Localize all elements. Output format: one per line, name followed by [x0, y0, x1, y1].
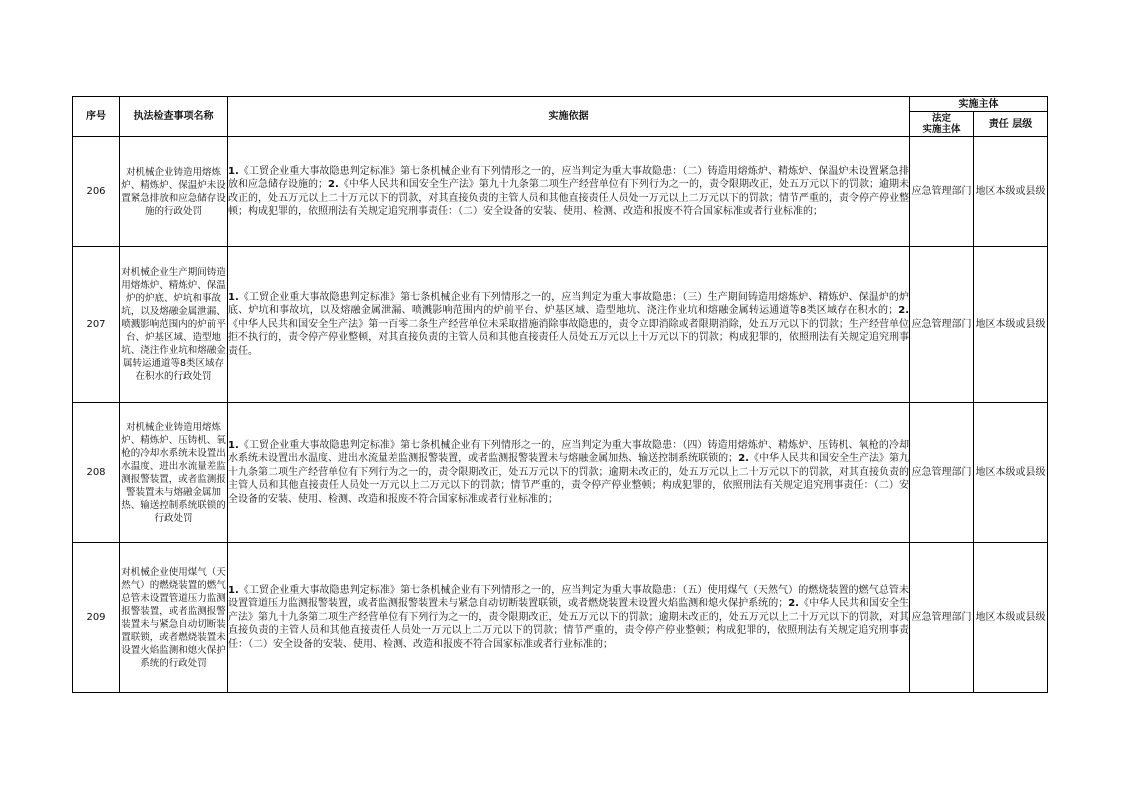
basis-text: 《中华人民共和国安全生产法》第九十九条第二项生产经营单位有下列行为之一的，责令限期改正，处五万元以下的罚款；逾期未改正的，处五万元以上二十万元以下的罚款，对其直接负责的主管人员和其他直接责任人员处一万元以上二万元以下的罚款；情节严重的，责令停产停业整顿；构成犯罪的，依照刑法有关规定追究刑事责任：（二）安全设备的安装、使用、检测、改造和报废不符合国家标准或者行业标准的；	[228, 179, 910, 217]
table-row	[73, 543, 1048, 693]
row-responsibility-level: 地区本级或县级	[974, 403, 1048, 543]
basis-index: 2.	[328, 179, 339, 190]
basis-text: 《中华人民共和国安全生产法》第一百零二条生产经营单位未采取措施消除事故隐患的，责令立即消除或者限期消除，处五万元以下的罚款；生产经营单位拒不执行的，责令停产停业整顿，对其直接负责的主管人员和其他直接责任人员处五万元以上十万元以下的罚款；构成犯罪的，依照刑法有关规定追究刑事责任。	[228, 318, 909, 357]
row-legal-subject: 应急管理部门	[910, 247, 974, 403]
header-legal-subject: 法定 实施主体	[910, 112, 974, 137]
basis-text: 《工贸企业重大事故隐患判定标准》第七条机械企业有下列情形之一的，应当判定为重大事故隐患：（四）铸造用熔炼炉、精炼炉、压铸机、氧枪的冷却水系统未设置出水温度、进出水流量差监测报警装置，或者监测报警装置未与熔融金属加热、输送控制系统联锁的；	[228, 439, 909, 465]
basis-text: 《工贸企业重大事故隐患判定标准》第七条机械企业有下列情形之一的，应当判定为重大事故隐患：（二）铸造用熔炼炉、精炼炉、保温炉未设置紧急排放和应急储存设施的；	[228, 165, 909, 190]
row-basis	[228, 403, 910, 543]
row-basis	[228, 543, 910, 693]
basis-text: 《工贸企业重大事故隐患判定标准》第七条机械企业有下列情形之一的，应当判定为重大事故隐患：（五）使用煤气（天然气）的燃烧装置的燃气总管未设置管道压力监测报警装置，或者监测报警装置未与紧急自动切断装置联锁，或者燃烧装置未设置火焰监测和熄火保护系统的；	[228, 584, 909, 610]
row-seq: 209	[73, 543, 120, 693]
row-seq: 206	[73, 137, 120, 247]
row-responsibility-level: 地区本级或县级	[974, 137, 1048, 247]
header-seq: 序号	[73, 97, 120, 137]
basis-index: 1.	[228, 439, 239, 451]
basis-text: 《中华人民共和国安全生产法》第九十九条第二项生产经营单位有下列行为之一的，责令限期改正，处五万元以下的罚款；逾期未改正的，处五万元以上二十万元以下的罚款，对其直接负责的主管人员和其他直接责任人员处一万元以上二万元以下的罚款；情节严重的，责令停产停业整顿；构成犯罪的，依照刑法有关规定追究刑事责任：（二）安全设备的安装、使用、检测、改造和报废不符合国家标准或者行业标准的；	[228, 598, 910, 650]
row-responsibility-level: 地区本级或县级	[974, 543, 1048, 693]
row-seq: 208	[73, 403, 120, 543]
basis-index: 2.	[738, 453, 749, 465]
header-subject: 实施主体	[910, 97, 1048, 112]
row-legal-subject: 应急管理部门	[910, 137, 974, 247]
row-seq: 207	[73, 247, 120, 403]
row-basis	[228, 247, 910, 403]
header-responsibility-level: 责任 层级	[974, 112, 1048, 137]
table-row	[73, 247, 1048, 403]
row-item-name: 对机械企业生产期间铸造用熔炼炉、精炼炉、保温炉的炉底、炉坑和事故坑，以及熔融金属泄漏、喷溅影响范围内的炉前平台、炉基区域、造型地坑、浇注作业坑和熔融金属转运通道等8类区域存在积水的行政处罚	[120, 247, 228, 403]
row-legal-subject: 应急管理部门	[910, 403, 974, 543]
header-item-name: 执法检查事项名称	[120, 97, 228, 137]
basis-index: 1.	[228, 584, 239, 596]
basis-text: 《工贸企业重大事故隐患判定标准》第七条机械企业有下列情形之一的，应当判定为重大事故隐患：（三）生产期间铸造用熔炼炉、精炼炉、保温炉的炉底、炉坑和事故坑，以及熔融金属泄漏、喷溅影响范围内的炉前平台、炉基区域、造型地坑、浇注作业坑和熔融金属转运通道等8类区域存在积水的；	[228, 291, 909, 317]
row-item-name: 对机械企业铸造用熔炼炉、精炼炉、保温炉未设置紧急排放和应急储存设施的行政处罚	[120, 137, 228, 247]
basis-index: 1.	[228, 291, 239, 303]
row-item-name: 对机械企业铸造用熔炼炉、精炼炉、压铸机、氧枪的冷却水系统未设置出水温度、进出水流量差监测报警装置，或者监测报警装置未与熔融金属加热、输送控制系统联锁的行政处罚	[120, 403, 228, 543]
basis-index: 1.	[228, 165, 239, 177]
row-basis	[228, 137, 910, 247]
row-item-name: 对机械企业使用煤气（天然气）的燃烧装置的燃气总管未设置管道压力监测报警装置，或者监测报警装置未与紧急自动切断装置联锁，或者燃烧装置未设置火焰监测和熄火保护系统的行政处罚	[120, 543, 228, 693]
basis-index: 2.	[898, 305, 909, 317]
row-legal-subject: 应急管理部门	[910, 543, 974, 693]
basis-index: 2.	[788, 598, 799, 610]
row-responsibility-level: 地区本级或县级	[974, 247, 1048, 403]
table-row	[73, 137, 1048, 247]
enforcement-items-table	[72, 96, 1048, 693]
header-basis: 实施依据	[228, 97, 910, 137]
table-row	[73, 403, 1048, 543]
basis-text: 《中华人民共和国安全生产法》第九十九条第二项生产经营单位有下列行为之一的，责令限期改正，处五万元以下的罚款；逾期未改正的，处五万元以上二十万元以下的罚款，对其直接负责的主管人员和其他直接责任人员处一万元以上二万元以下的罚款；情节严重的，责令停产停业整顿；构成犯罪的，依照刑法有关规定追究刑事责任：（二）安全设备的安装、使用、检测、改造和报废不符合国家标准或者行业标准的；	[228, 453, 910, 505]
